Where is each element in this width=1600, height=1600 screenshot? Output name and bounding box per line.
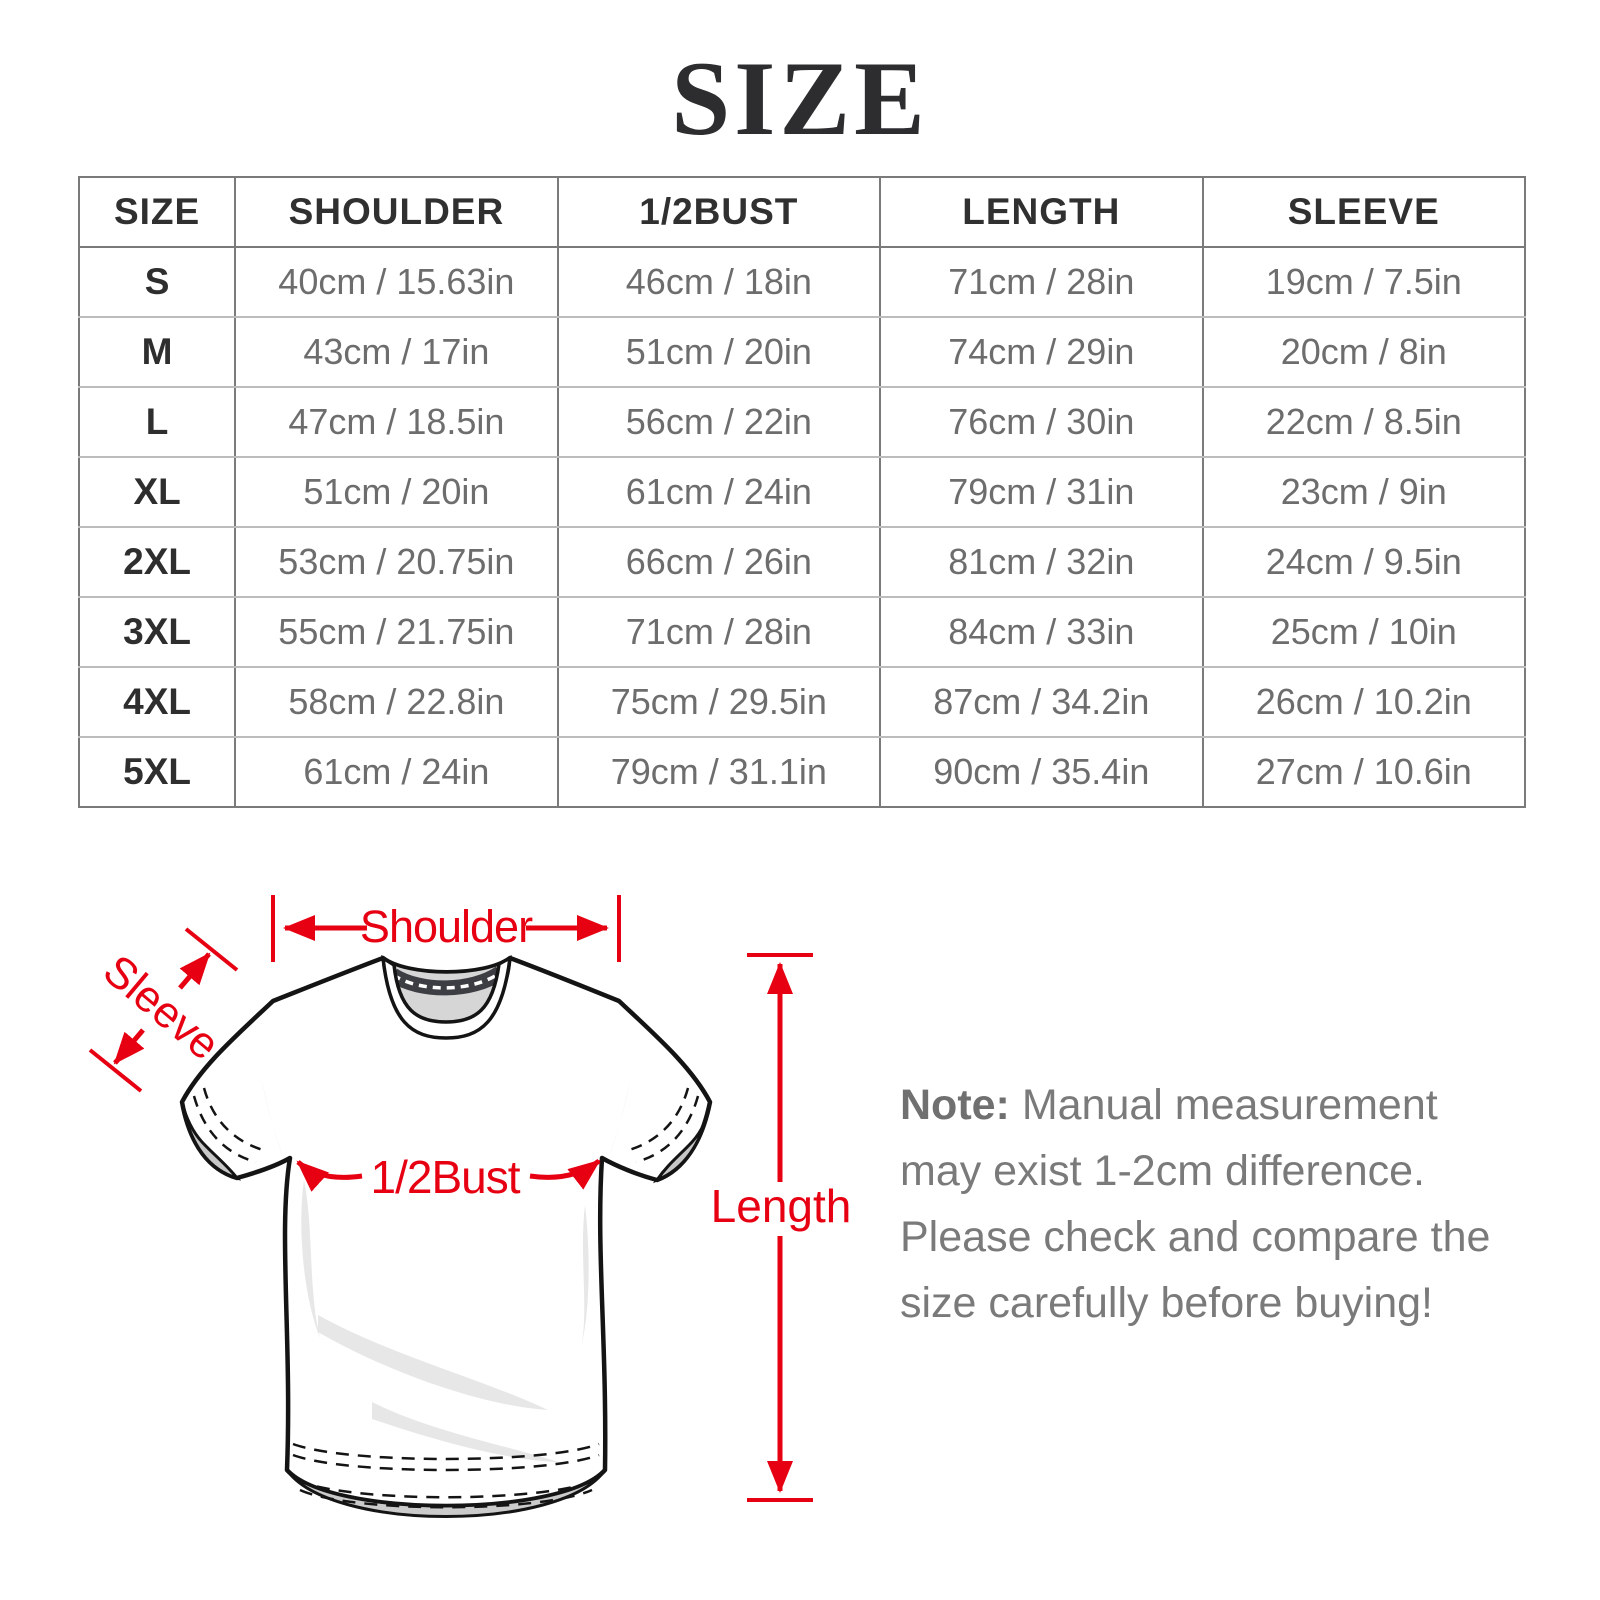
table-row: [79, 597, 1525, 667]
sleeve-arrow-down: [115, 1030, 143, 1063]
sleeve-arrow-up: [180, 954, 209, 988]
cell-length: 84cm / 33in: [880, 597, 1202, 667]
cell-length: 71cm / 28in: [880, 247, 1202, 317]
cell-size: L: [79, 387, 235, 457]
header-sleeve: SLEEVE: [1203, 177, 1525, 247]
cell-size: 5XL: [79, 737, 235, 807]
table-row: [79, 387, 1525, 457]
cell-shoulder: 61cm / 24in: [235, 737, 557, 807]
cell-size: M: [79, 317, 235, 387]
size-table: [78, 176, 1526, 808]
cell-length: 87cm / 34.2in: [880, 667, 1202, 737]
cell-size: 4XL: [79, 667, 235, 737]
header-shoulder: SHOULDER: [235, 177, 557, 247]
cell-shoulder: 55cm / 21.75in: [235, 597, 557, 667]
table-row: [79, 457, 1525, 527]
cell-bust: 46cm / 18in: [558, 247, 880, 317]
table-row: [79, 317, 1525, 387]
cell-sleeve: 20cm / 8in: [1203, 317, 1525, 387]
table-row: [79, 247, 1525, 317]
cell-shoulder: 43cm / 17in: [235, 317, 557, 387]
cell-bust: 61cm / 24in: [558, 457, 880, 527]
cell-size: XL: [79, 457, 235, 527]
table-row: [79, 527, 1525, 597]
measurement-note: [900, 1072, 1522, 1336]
cell-length: 81cm / 32in: [880, 527, 1202, 597]
cell-shoulder: 40cm / 15.63in: [235, 247, 557, 317]
cell-bust: 79cm / 31.1in: [558, 737, 880, 807]
cell-sleeve: 22cm / 8.5in: [1203, 387, 1525, 457]
length-dimension-label: Length: [710, 1180, 852, 1232]
cell-sleeve: 24cm / 9.5in: [1203, 527, 1525, 597]
cell-shoulder: 58cm / 22.8in: [235, 667, 557, 737]
cell-bust: 71cm / 28in: [558, 597, 880, 667]
cell-length: 90cm / 35.4in: [880, 737, 1202, 807]
cell-shoulder: 51cm / 20in: [235, 457, 557, 527]
cell-length: 79cm / 31in: [880, 457, 1202, 527]
header-bust: 1/2BUST: [558, 177, 880, 247]
cell-sleeve: 19cm / 7.5in: [1203, 247, 1525, 317]
cell-shoulder: 53cm / 20.75in: [235, 527, 557, 597]
header-size: SIZE: [79, 177, 235, 247]
page-title: SIZE: [671, 40, 929, 157]
tshirt-outline: [182, 958, 710, 1517]
cell-size: S: [79, 247, 235, 317]
cell-bust: 51cm / 20in: [558, 317, 880, 387]
cell-sleeve: 25cm / 10in: [1203, 597, 1525, 667]
note-label: Note:: [900, 1081, 1010, 1129]
cell-sleeve: 26cm / 10.2in: [1203, 667, 1525, 737]
cell-bust: 66cm / 26in: [558, 527, 880, 597]
cell-length: 74cm / 29in: [880, 317, 1202, 387]
table-row: [79, 737, 1525, 807]
header-length: LENGTH: [880, 177, 1202, 247]
sleeve-upper-tick: [186, 929, 237, 970]
table-row: [79, 667, 1525, 737]
cell-sleeve: 23cm / 9in: [1203, 457, 1525, 527]
cell-bust: 56cm / 22in: [558, 387, 880, 457]
cell-length: 76cm / 30in: [880, 387, 1202, 457]
cell-shoulder: 47cm / 18.5in: [235, 387, 557, 457]
sleeve-lower-tick: [90, 1050, 141, 1091]
bust-dimension-label: 1/2Bust: [370, 1151, 520, 1203]
note-text: Manual measurement may exist 1-2cm difference. Please check and compare the size carefully before buying!: [900, 1081, 1491, 1327]
cell-sleeve: 27cm / 10.6in: [1203, 737, 1525, 807]
sleeve-dimension-label: Sleeve: [94, 945, 229, 1070]
shoulder-dimension-label: Shoulder: [359, 901, 533, 952]
cell-size: 3XL: [79, 597, 235, 667]
cell-size: 2XL: [79, 527, 235, 597]
cell-bust: 75cm / 29.5in: [558, 667, 880, 737]
table-header-row: [79, 177, 1525, 247]
